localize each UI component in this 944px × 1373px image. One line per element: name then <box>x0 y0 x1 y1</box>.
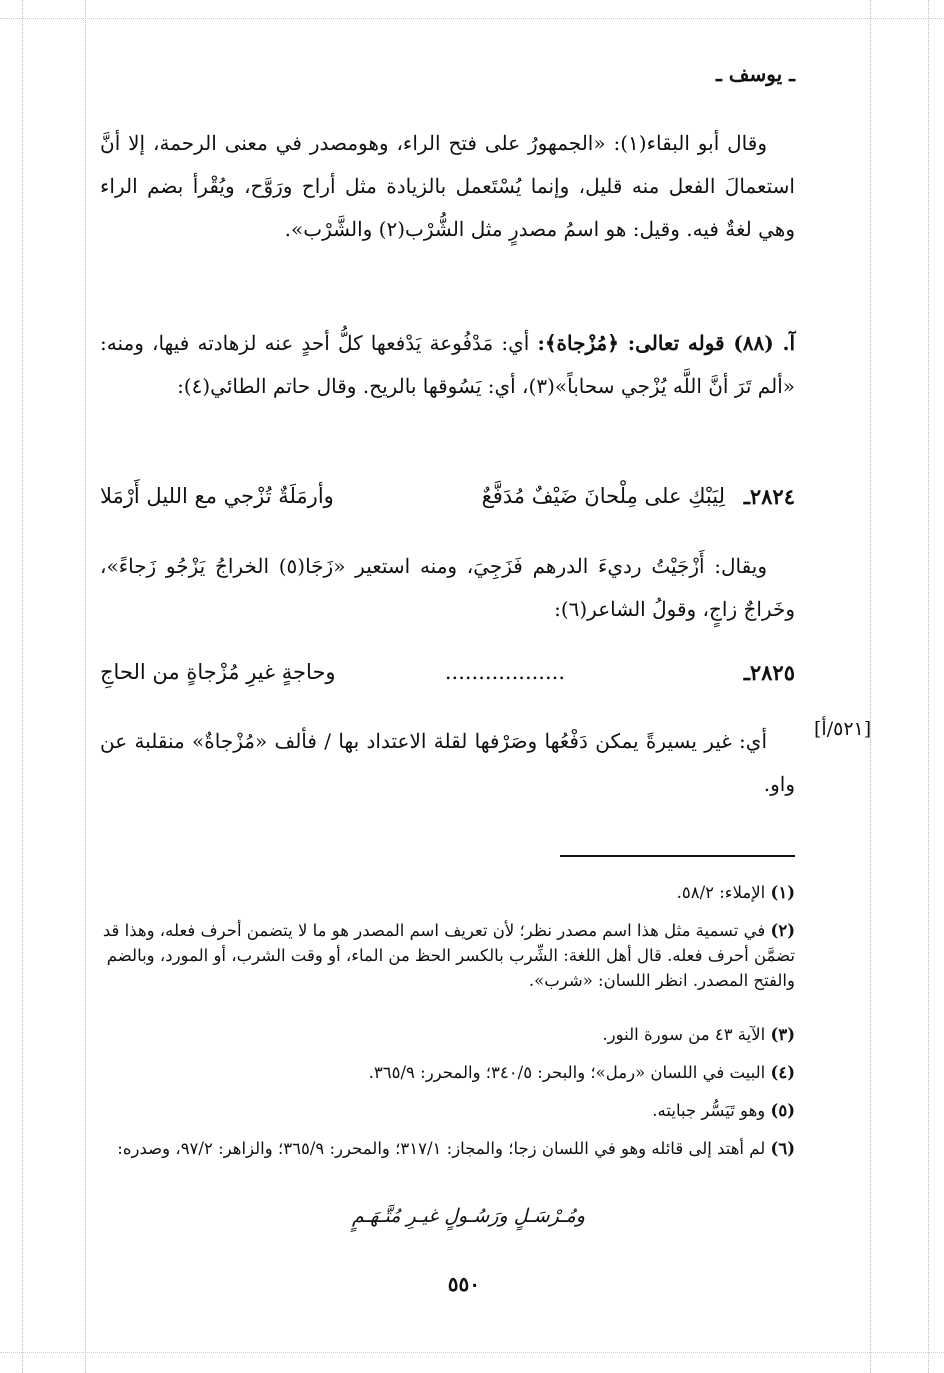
footnote: (٣) الآية ٤٣ من سورة النور. <box>602 1025 795 1044</box>
verse-number: ٢٨٢٥ـ <box>743 660 795 685</box>
paragraph-2 <box>100 322 795 408</box>
poem-verse-2825 <box>100 660 795 700</box>
footnote-verse: ومُـرْسَـلٍ ورَسُـولٍ غيـرِ مُتَّـهَـمٍ <box>351 1205 585 1227</box>
footnote: (١) الإملاء: ٥٨/٢. <box>676 883 795 902</box>
verse-first-hemistich: .................. <box>444 660 565 684</box>
paragraph-1: وقال أبو البقاء(١): «الجمهورُ على فتح الراء، وهومصدر في معنى الرحمة، إلا أنَّ استعمالَ الفعل منه قليل، وإنما يُسْتَعمل بالزيادة مثل أراح ورَوَّح، ويُقْرأ بضم الراء وهي لغةٌ فيه. وقيل: هو اسمُ مصدرٍ مثل الشُّرْب(٢) والشَّرْب». <box>100 131 795 241</box>
verse-second-hemistich: وأرمَلَةٌ تُزْجي مع الليل أَرْمَلا <box>100 484 334 508</box>
verse-second-hemistich: وحاجةٍ غيرِ مُزْجاةٍ من الحاجِ <box>100 660 336 684</box>
guide-line <box>928 0 929 1373</box>
footnote: (٥) وهو تَيَسُّر جبايته. <box>652 1101 795 1120</box>
guide-line <box>22 0 23 1373</box>
poem-verse-2824 <box>100 484 795 524</box>
paragraph-4: أي: غير يسيرةً يمكن دَفْعُها وصَرْفها لقلة الاعتداد بها / فألف «مُزْجاةٌ» منقلبة عن واو. <box>100 729 795 796</box>
guide-line <box>0 1352 944 1353</box>
verse-heading: آ. (٨٨) قوله تعالى: ﴿مُزْجاة﴾: <box>537 331 795 355</box>
paragraph-3: ويقال: أَزْجَيْتُ رديءَ الدرهم فَزَجِيَ، ومنه استعير «زَجَا(٥) الخراجُ يَزْجُو زَجاءً»، وخَراجٌ زاجٍ، وقولُ الشاعر(٦): <box>100 554 795 621</box>
guide-line <box>870 0 871 1373</box>
page-number: ٥٥٠ <box>447 1272 480 1296</box>
running-header: ـ يوسف ـ <box>715 62 795 86</box>
footnote-divider <box>560 855 795 857</box>
manuscript-folio-reference: [٥٢١/أ] <box>814 718 872 740</box>
verse-number: ٢٨٢٤ـ <box>743 484 795 509</box>
paragraph-2-text: أي: مَدْفُوعة يَدْفعها كلُّ أحدٍ عنه لزهادته فيها، ومنه: «ألم تَرَ أنَّ اللَّه يُزْجي سحاباً»(٣)، أي: يَسُوقها بالريح. وقال حاتم الطائي(٤): <box>100 331 795 398</box>
verse-first-hemistich: لِيَبْكِ على مِلْحانَ ضَيْفٌ مُدَفَّعٌ <box>481 484 725 508</box>
guide-line <box>85 0 86 1373</box>
footnote: (٦) لم أهتد إلى قائله وهو في اللسان زجا؛ والمجاز: ٣١٧/١؛ والمحرر: ٣٦٥/٩؛ والزاهر: ٩٧/٢، وصدره: <box>117 1139 795 1158</box>
footnote: (٤) البيت في اللسان «رمل»؛ والبحر: ٣٤٠/٥؛ والمحرر: ٣٦٥/٩. <box>368 1063 795 1082</box>
footnote: (٢) في تسمية مثل هذا اسم مصدر نظر؛ لأن تعريف اسم المصدر هو ما لا يتضمن أحرف فعله، وهذا قد تضمَّن أحرف فعله. قال أهل اللغة: الشِّرب بالكسر الحظ من الماء، أو وقت الشرب، أو المورد، وبالضم والفتح المصدر. انظر اللسان: «شرب». <box>102 921 795 990</box>
guide-line <box>0 18 944 19</box>
